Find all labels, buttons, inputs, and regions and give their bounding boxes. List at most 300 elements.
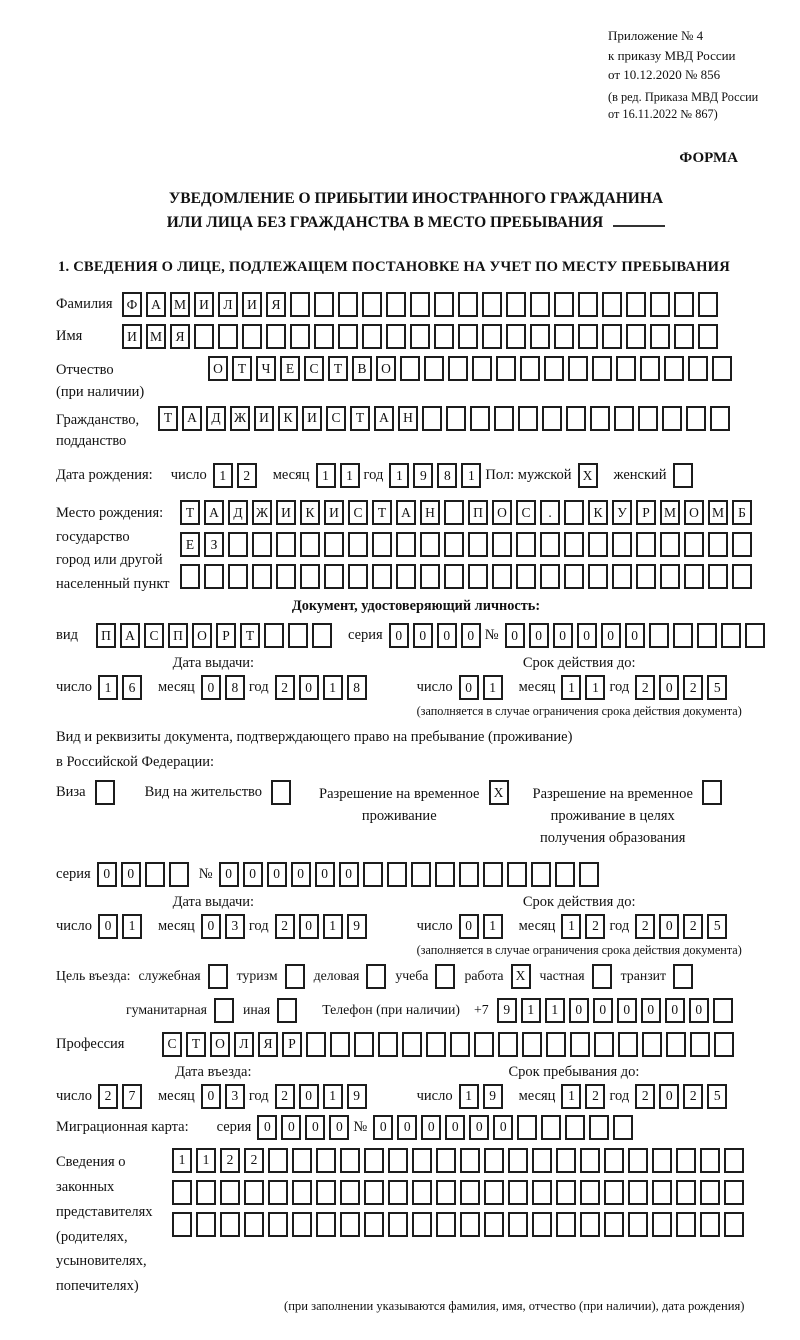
cell[interactable] [628,1148,648,1173]
cell[interactable] [580,1180,600,1205]
cell[interactable]: Е [180,532,200,557]
cell[interactable] [436,1148,456,1173]
cell[interactable]: 0 [445,1115,465,1140]
cell[interactable] [435,862,455,887]
cell[interactable]: 0 [625,623,645,648]
cell[interactable] [388,1180,408,1205]
cell[interactable] [292,1148,312,1173]
cell[interactable] [172,1180,192,1205]
cell[interactable]: А [146,292,166,317]
cell[interactable] [492,532,512,557]
cell[interactable]: 9 [413,463,433,488]
cell[interactable] [386,292,406,317]
cell[interactable]: С [348,500,368,525]
cell[interactable]: 8 [225,675,245,700]
cell[interactable]: 1 [561,1084,581,1109]
cell[interactable] [410,292,430,317]
cell[interactable]: 1 [98,675,118,700]
cell[interactable]: 0 [257,1115,277,1140]
cell[interactable] [594,1032,614,1057]
cell[interactable] [676,1212,696,1237]
cell[interactable] [412,1148,432,1173]
cell[interactable]: 0 [659,675,679,700]
cell[interactable] [378,1032,398,1057]
cell[interactable]: Т [232,356,252,381]
cell[interactable]: 8 [437,463,457,488]
cell[interactable] [698,324,718,349]
cell[interactable] [554,324,574,349]
cell[interactable] [388,1212,408,1237]
cell[interactable]: 9 [347,1084,367,1109]
cell[interactable]: 2 [683,914,703,939]
cell[interactable]: 2 [244,1148,264,1173]
cell[interactable] [745,623,765,648]
cell[interactable]: Т [372,500,392,525]
cell[interactable]: 0 [397,1115,417,1140]
cell[interactable]: 0 [689,998,709,1023]
cell[interactable]: Л [234,1032,254,1057]
cell[interactable]: 0 [267,862,287,887]
cell[interactable]: Я [258,1032,278,1057]
cell[interactable]: Т [186,1032,206,1057]
cell[interactable] [484,1180,504,1205]
cell[interactable]: 2 [275,675,295,700]
cell[interactable]: Я [170,324,190,349]
cell[interactable] [412,1180,432,1205]
cell[interactable]: М [146,324,166,349]
cell[interactable]: Е [280,356,300,381]
cell[interactable] [482,324,502,349]
cell[interactable]: М [708,500,728,525]
cell[interactable] [460,1212,480,1237]
cell[interactable]: А [182,406,202,431]
cell[interactable] [664,356,684,381]
cell[interactable] [712,356,732,381]
cell[interactable] [642,1032,662,1057]
cell[interactable]: 0 [373,1115,393,1140]
cell[interactable] [348,532,368,557]
cell[interactable] [556,1212,576,1237]
cell[interactable]: 1 [389,463,409,488]
cell[interactable] [426,1032,446,1057]
cell[interactable] [420,564,440,589]
cell[interactable] [266,324,286,349]
cell[interactable]: С [144,623,164,648]
cell[interactable] [636,532,656,557]
cell[interactable] [532,1212,552,1237]
cell[interactable] [518,406,538,431]
cell[interactable]: И [242,292,262,317]
cell[interactable] [420,532,440,557]
cell[interactable]: 2 [98,1084,118,1109]
cell[interactable] [276,532,296,557]
cell[interactable] [482,292,502,317]
cell[interactable] [460,1180,480,1205]
cell[interactable]: 0 [529,623,549,648]
cell[interactable]: 0 [201,1084,221,1109]
cell[interactable]: 1 [585,675,605,700]
cell[interactable] [386,324,406,349]
cell[interactable]: 1 [172,1148,192,1173]
cell[interactable] [604,1180,624,1205]
cell[interactable]: 0 [329,1115,349,1140]
cell[interactable] [458,292,478,317]
cell[interactable] [565,1115,585,1140]
cell[interactable] [676,1148,696,1173]
cell[interactable] [673,964,693,989]
cell[interactable]: И [122,324,142,349]
cell[interactable]: Т [328,356,348,381]
cell[interactable] [387,862,407,887]
cell[interactable] [194,324,214,349]
cell[interactable] [592,964,612,989]
cell[interactable] [338,292,358,317]
cell[interactable] [660,532,680,557]
cell[interactable] [444,532,464,557]
cell[interactable] [602,324,622,349]
cell[interactable] [412,1212,432,1237]
cell[interactable]: 1 [323,675,343,700]
cell[interactable]: 2 [585,1084,605,1109]
cell[interactable] [508,1212,528,1237]
cell[interactable]: X [511,964,531,989]
cell[interactable] [650,292,670,317]
cell[interactable] [649,623,669,648]
cell[interactable] [446,406,466,431]
cell[interactable] [640,356,660,381]
cell[interactable]: 0 [315,862,335,887]
cell[interactable] [448,356,468,381]
cell[interactable] [532,1180,552,1205]
cell[interactable] [330,1032,350,1057]
cell[interactable] [564,500,584,525]
cell[interactable]: 5 [707,675,727,700]
cell[interactable] [724,1212,744,1237]
cell[interactable]: 0 [121,862,141,887]
cell[interactable] [459,862,479,887]
cell[interactable] [354,1032,374,1057]
cell[interactable] [292,1180,312,1205]
cell[interactable] [306,1032,326,1057]
cell[interactable] [614,406,634,431]
cell[interactable] [316,1180,336,1205]
cell[interactable]: Д [206,406,226,431]
cell[interactable] [312,623,332,648]
cell[interactable] [555,862,575,887]
cell[interactable]: 5 [707,914,727,939]
cell[interactable] [288,623,308,648]
cell[interactable]: 1 [340,463,360,488]
cell[interactable]: Ж [230,406,250,431]
cell[interactable] [650,324,670,349]
cell[interactable]: 9 [483,1084,503,1109]
cell[interactable] [568,356,588,381]
cell[interactable] [652,1212,672,1237]
cell[interactable] [472,356,492,381]
cell[interactable] [516,564,536,589]
cell[interactable] [474,1032,494,1057]
cell[interactable] [372,564,392,589]
cell[interactable] [721,623,741,648]
cell[interactable] [580,1148,600,1173]
cell[interactable] [264,623,284,648]
cell[interactable] [348,564,368,589]
cell[interactable]: 2 [635,1084,655,1109]
cell[interactable] [410,324,430,349]
cell[interactable] [276,564,296,589]
cell[interactable] [364,1180,384,1205]
cell[interactable] [702,780,722,805]
cell[interactable] [588,532,608,557]
cell[interactable] [517,1115,537,1140]
cell[interactable] [340,1180,360,1205]
cell[interactable] [604,1212,624,1237]
cell[interactable]: В [352,356,372,381]
cell[interactable]: Т [240,623,260,648]
cell[interactable]: 2 [275,914,295,939]
cell[interactable] [285,964,305,989]
cell[interactable] [666,1032,686,1057]
cell[interactable] [340,1148,360,1173]
cell[interactable] [732,532,752,557]
cell[interactable] [268,1180,288,1205]
cell[interactable] [700,1148,720,1173]
cell[interactable]: 0 [641,998,661,1023]
cell[interactable] [660,564,680,589]
cell[interactable] [590,406,610,431]
cell[interactable] [542,406,562,431]
cell[interactable]: 0 [413,623,433,648]
cell[interactable]: Т [350,406,370,431]
cell[interactable]: П [168,623,188,648]
cell[interactable] [324,564,344,589]
cell[interactable] [506,292,526,317]
cell[interactable]: X [489,780,509,805]
cell[interactable] [700,1212,720,1237]
cell[interactable] [180,564,200,589]
cell[interactable] [434,324,454,349]
cell[interactable] [652,1180,672,1205]
cell[interactable]: О [492,500,512,525]
cell[interactable]: 0 [601,623,621,648]
cell[interactable] [340,1212,360,1237]
cell[interactable]: П [96,623,116,648]
cell[interactable] [540,564,560,589]
cell[interactable] [436,1180,456,1205]
cell[interactable]: 0 [201,675,221,700]
cell[interactable] [314,324,334,349]
cell[interactable]: А [204,500,224,525]
cell[interactable]: 5 [707,1084,727,1109]
cell[interactable]: 1 [561,675,581,700]
cell[interactable] [338,324,358,349]
cell[interactable]: С [162,1032,182,1057]
cell[interactable]: О [684,500,704,525]
cell[interactable] [196,1180,216,1205]
cell[interactable] [450,1032,470,1057]
cell[interactable]: О [192,623,212,648]
cell[interactable]: Ж [252,500,272,525]
cell[interactable]: 0 [299,1084,319,1109]
cell[interactable] [541,1115,561,1140]
cell[interactable] [277,998,297,1023]
cell[interactable]: 2 [635,675,655,700]
cell[interactable] [676,1180,696,1205]
cell[interactable]: А [374,406,394,431]
cell[interactable]: 2 [220,1148,240,1173]
cell[interactable] [494,406,514,431]
cell[interactable] [588,564,608,589]
cell[interactable] [244,1180,264,1205]
cell[interactable]: 2 [635,914,655,939]
cell[interactable]: 0 [665,998,685,1023]
cell[interactable]: К [300,500,320,525]
cell[interactable]: 1 [545,998,565,1023]
cell[interactable]: Т [158,406,178,431]
cell[interactable] [522,1032,542,1057]
cell[interactable]: 1 [561,914,581,939]
cell[interactable] [546,1032,566,1057]
cell[interactable]: 0 [201,914,221,939]
cell[interactable] [589,1115,609,1140]
cell[interactable] [564,532,584,557]
cell[interactable]: 2 [585,914,605,939]
cell[interactable] [714,1032,734,1057]
cell[interactable] [508,1148,528,1173]
cell[interactable]: Ч [256,356,276,381]
cell[interactable] [268,1212,288,1237]
cell[interactable] [638,406,658,431]
cell[interactable]: 0 [553,623,573,648]
cell[interactable] [507,862,527,887]
cell[interactable] [268,1148,288,1173]
cell[interactable]: 3 [225,1084,245,1109]
cell[interactable] [556,1148,576,1173]
cell[interactable] [220,1212,240,1237]
cell[interactable] [508,1180,528,1205]
cell[interactable]: М [660,500,680,525]
cell[interactable] [458,324,478,349]
cell[interactable] [204,564,224,589]
cell[interactable] [402,1032,422,1057]
cell[interactable] [95,780,115,805]
cell[interactable]: А [396,500,416,525]
cell[interactable]: М [170,292,190,317]
cell[interactable] [218,324,238,349]
cell[interactable] [388,1148,408,1173]
cell[interactable]: 8 [347,675,367,700]
cell[interactable] [396,532,416,557]
cell[interactable]: 0 [219,862,239,887]
cell[interactable]: О [210,1032,230,1057]
cell[interactable] [436,1212,456,1237]
cell[interactable] [724,1148,744,1173]
cell[interactable] [530,324,550,349]
cell[interactable]: 0 [459,914,479,939]
cell[interactable] [540,532,560,557]
cell[interactable]: 0 [97,862,117,887]
cell[interactable] [290,324,310,349]
cell[interactable] [468,532,488,557]
cell[interactable] [697,623,717,648]
cell[interactable] [208,964,228,989]
cell[interactable]: 0 [305,1115,325,1140]
cell[interactable] [496,356,516,381]
cell[interactable] [444,564,464,589]
cell[interactable]: 0 [437,623,457,648]
cell[interactable] [484,1212,504,1237]
cell[interactable]: 1 [521,998,541,1023]
cell[interactable] [520,356,540,381]
cell[interactable] [578,292,598,317]
cell[interactable] [396,564,416,589]
cell[interactable] [579,862,599,887]
cell[interactable] [710,406,730,431]
cell[interactable]: И [254,406,274,431]
cell[interactable] [516,532,536,557]
cell[interactable] [673,623,693,648]
cell[interactable]: 0 [299,914,319,939]
cell[interactable]: П [468,500,488,525]
cell[interactable] [196,1212,216,1237]
cell[interactable]: 0 [659,1084,679,1109]
cell[interactable]: 0 [281,1115,301,1140]
cell[interactable] [169,862,189,887]
cell[interactable] [580,1212,600,1237]
cell[interactable] [362,324,382,349]
cell[interactable]: 0 [243,862,263,887]
cell[interactable]: Ф [122,292,142,317]
cell[interactable]: Н [420,500,440,525]
cell[interactable]: 0 [493,1115,513,1140]
cell[interactable]: И [276,500,296,525]
cell[interactable]: З [204,532,224,557]
cell[interactable] [628,1212,648,1237]
cell[interactable] [145,862,165,887]
cell[interactable] [422,406,442,431]
cell[interactable] [556,1180,576,1205]
cell[interactable] [684,564,704,589]
cell[interactable] [616,356,636,381]
cell[interactable]: К [278,406,298,431]
cell[interactable] [484,1148,504,1173]
cell[interactable] [674,292,694,317]
cell[interactable]: Б [732,500,752,525]
cell[interactable] [708,532,728,557]
cell[interactable] [684,532,704,557]
cell[interactable] [566,406,586,431]
cell[interactable] [220,1180,240,1205]
cell[interactable]: 0 [421,1115,441,1140]
cell[interactable]: 0 [593,998,613,1023]
cell[interactable]: 1 [213,463,233,488]
cell[interactable]: 2 [683,1084,703,1109]
cell[interactable] [290,292,310,317]
cell[interactable]: 0 [617,998,637,1023]
cell[interactable] [424,356,444,381]
cell[interactable] [732,564,752,589]
cell[interactable] [544,356,564,381]
cell[interactable] [470,406,490,431]
cell[interactable]: 2 [237,463,257,488]
cell[interactable] [698,292,718,317]
cell[interactable]: И [302,406,322,431]
cell[interactable]: 1 [196,1148,216,1173]
cell[interactable] [314,292,334,317]
cell[interactable] [612,532,632,557]
cell[interactable]: 0 [339,862,359,887]
cell[interactable]: 7 [122,1084,142,1109]
